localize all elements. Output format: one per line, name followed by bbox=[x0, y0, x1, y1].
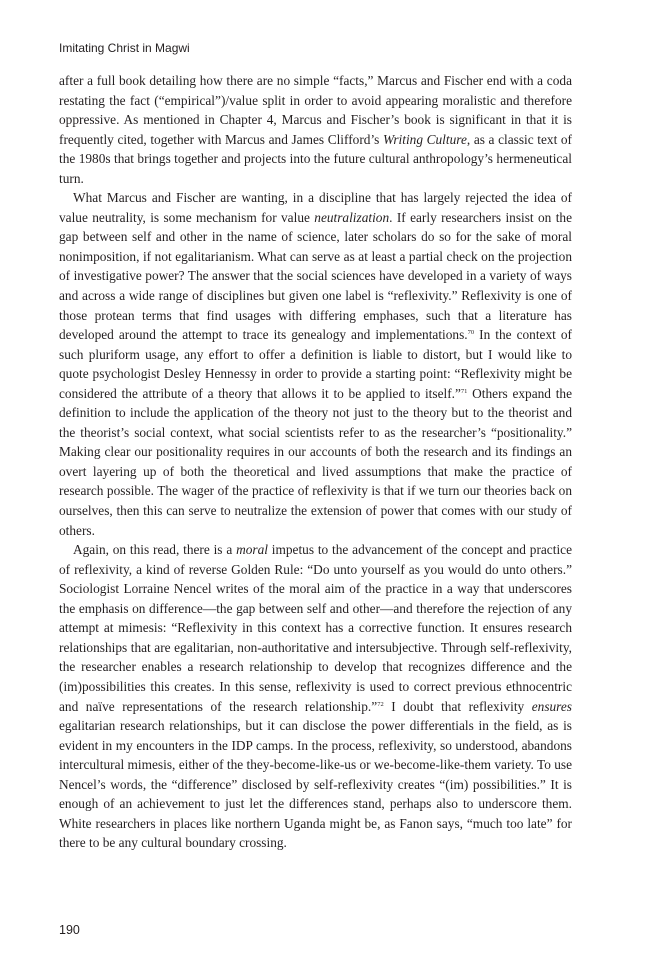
text-segment: Others expand the definition to include the application of the theory not just to the theory but to the theorist and the theorist’s social context, what social scientists refer to as the researcher’s “positionality.” Making clear our positionality requires in our accounts of both the research and its findings an overt layering up of both the theoretical and lived assumptions that make the practice of research possible. The wager of the practice of reflexivity is that if we turn our theories back on ourselves, then this can serve to neutralize the extension of power that comes with our study of others. bbox=[59, 385, 572, 538]
footnote-ref: 72 bbox=[377, 700, 384, 708]
text-segment: after a full book detailing how there are no simple “facts,” Marcus and Fischer end with a coda restating the fact (“empirical”)/value split in order to avoid appearing moralistic and therefore oppressive. As mentioned in Chapter 4, Marcus and Fischer’s book is significant in that it is frequently cited, together with Marcus and James Clifford’s bbox=[59, 73, 572, 147]
footnote-ref: 70 bbox=[467, 329, 475, 337]
paragraph-p3 bbox=[59, 540, 572, 853]
text-segment: impetus to the advancement of the concept and practice of reflexivity, a kind of reverse Golden Rule: “Do unto yourself as you would do unto others.” Sociologist Lorraine Nencel writes of the moral aim of the practice in a way that underscores the emphasis on difference—the gap between self and other—and therefore the rejection of any attempt at mimesis: “Reflexivity in this context has a corrective function. It ensures research relationships that are egalitarian, non-authoritative and intersubjective. Through self-reflexivity, the researcher enables a research relationship to develop that recognizes difference and the (im)possibilities this creates. In this sense, reflexivity is used to correct previous ethnocentric and naïve representations of the research relationship.” bbox=[59, 542, 572, 714]
italic-text: neutralization bbox=[314, 209, 390, 225]
footnote-ref: 71 bbox=[460, 387, 468, 395]
text-segment: What Marcus and Fischer are wanting, in a discipline that has largely rejected the idea of value neutrality, is some mechanism for value bbox=[59, 190, 572, 225]
italic-text: ensures bbox=[531, 698, 572, 714]
text-segment: egalitarian research relationships, but it can disclose the power differentials in the field, as is evident in my encounters in the IDP camps. In the process, reflexivity, so understood, abandons intercultural mimesis, either of the they-become-like-us or we-become-like-them variety. To use Nencel’s words, the “difference” disclosed by self-reflexivity creates “(im) possibilities.” It is enough of an achievement to just let the differences stand, perhaps also to underscore them. White researchers in places like northern Uganda might be, as Fanon says, “much too late” for there to be any cultural boundary crossing. bbox=[59, 718, 572, 851]
text-segment: I doubt that reflexivity bbox=[383, 698, 532, 714]
text-segment: In the context of such pluriform usage, any effort to offer a definition is liable to distort, but I would like to quote psychologist Desley Hennessy in order to provide a starting point: “Reflexivity might be considered the attribute of a theory that allows it to be applied to itself.” bbox=[59, 327, 572, 401]
paragraph-p1 bbox=[59, 71, 572, 188]
running-head: Imitating Christ in Magwi bbox=[59, 41, 190, 55]
italic-text: Writing Culture bbox=[382, 131, 467, 147]
text-segment: , as a classic text of the 1980s that brings together and projects into the future cultural anthropology’s hermeneutical turn. bbox=[59, 131, 572, 186]
text-segment: . If early researchers insist on the gap between self and other in the name of science, later scholars do so for the sake of moral nonimposition, if not egalitarianism. What can serve as at least a partial check on the projection of investigative power? The answer that the social sciences have developed in a variety of ways and across a wide range of disciplines but given one label is “reflexivity.” Reflexivity is one of those protean terms that find usages with differing emphases, such that a literature has developed around the attempt to trace its genealogy and implementations. bbox=[59, 209, 572, 343]
paragraph-p2 bbox=[59, 188, 572, 540]
page-number: 190 bbox=[59, 923, 80, 937]
body-text bbox=[59, 71, 572, 853]
italic-text: moral bbox=[236, 542, 268, 558]
text-segment: Again, on this read, there is a bbox=[73, 542, 237, 558]
